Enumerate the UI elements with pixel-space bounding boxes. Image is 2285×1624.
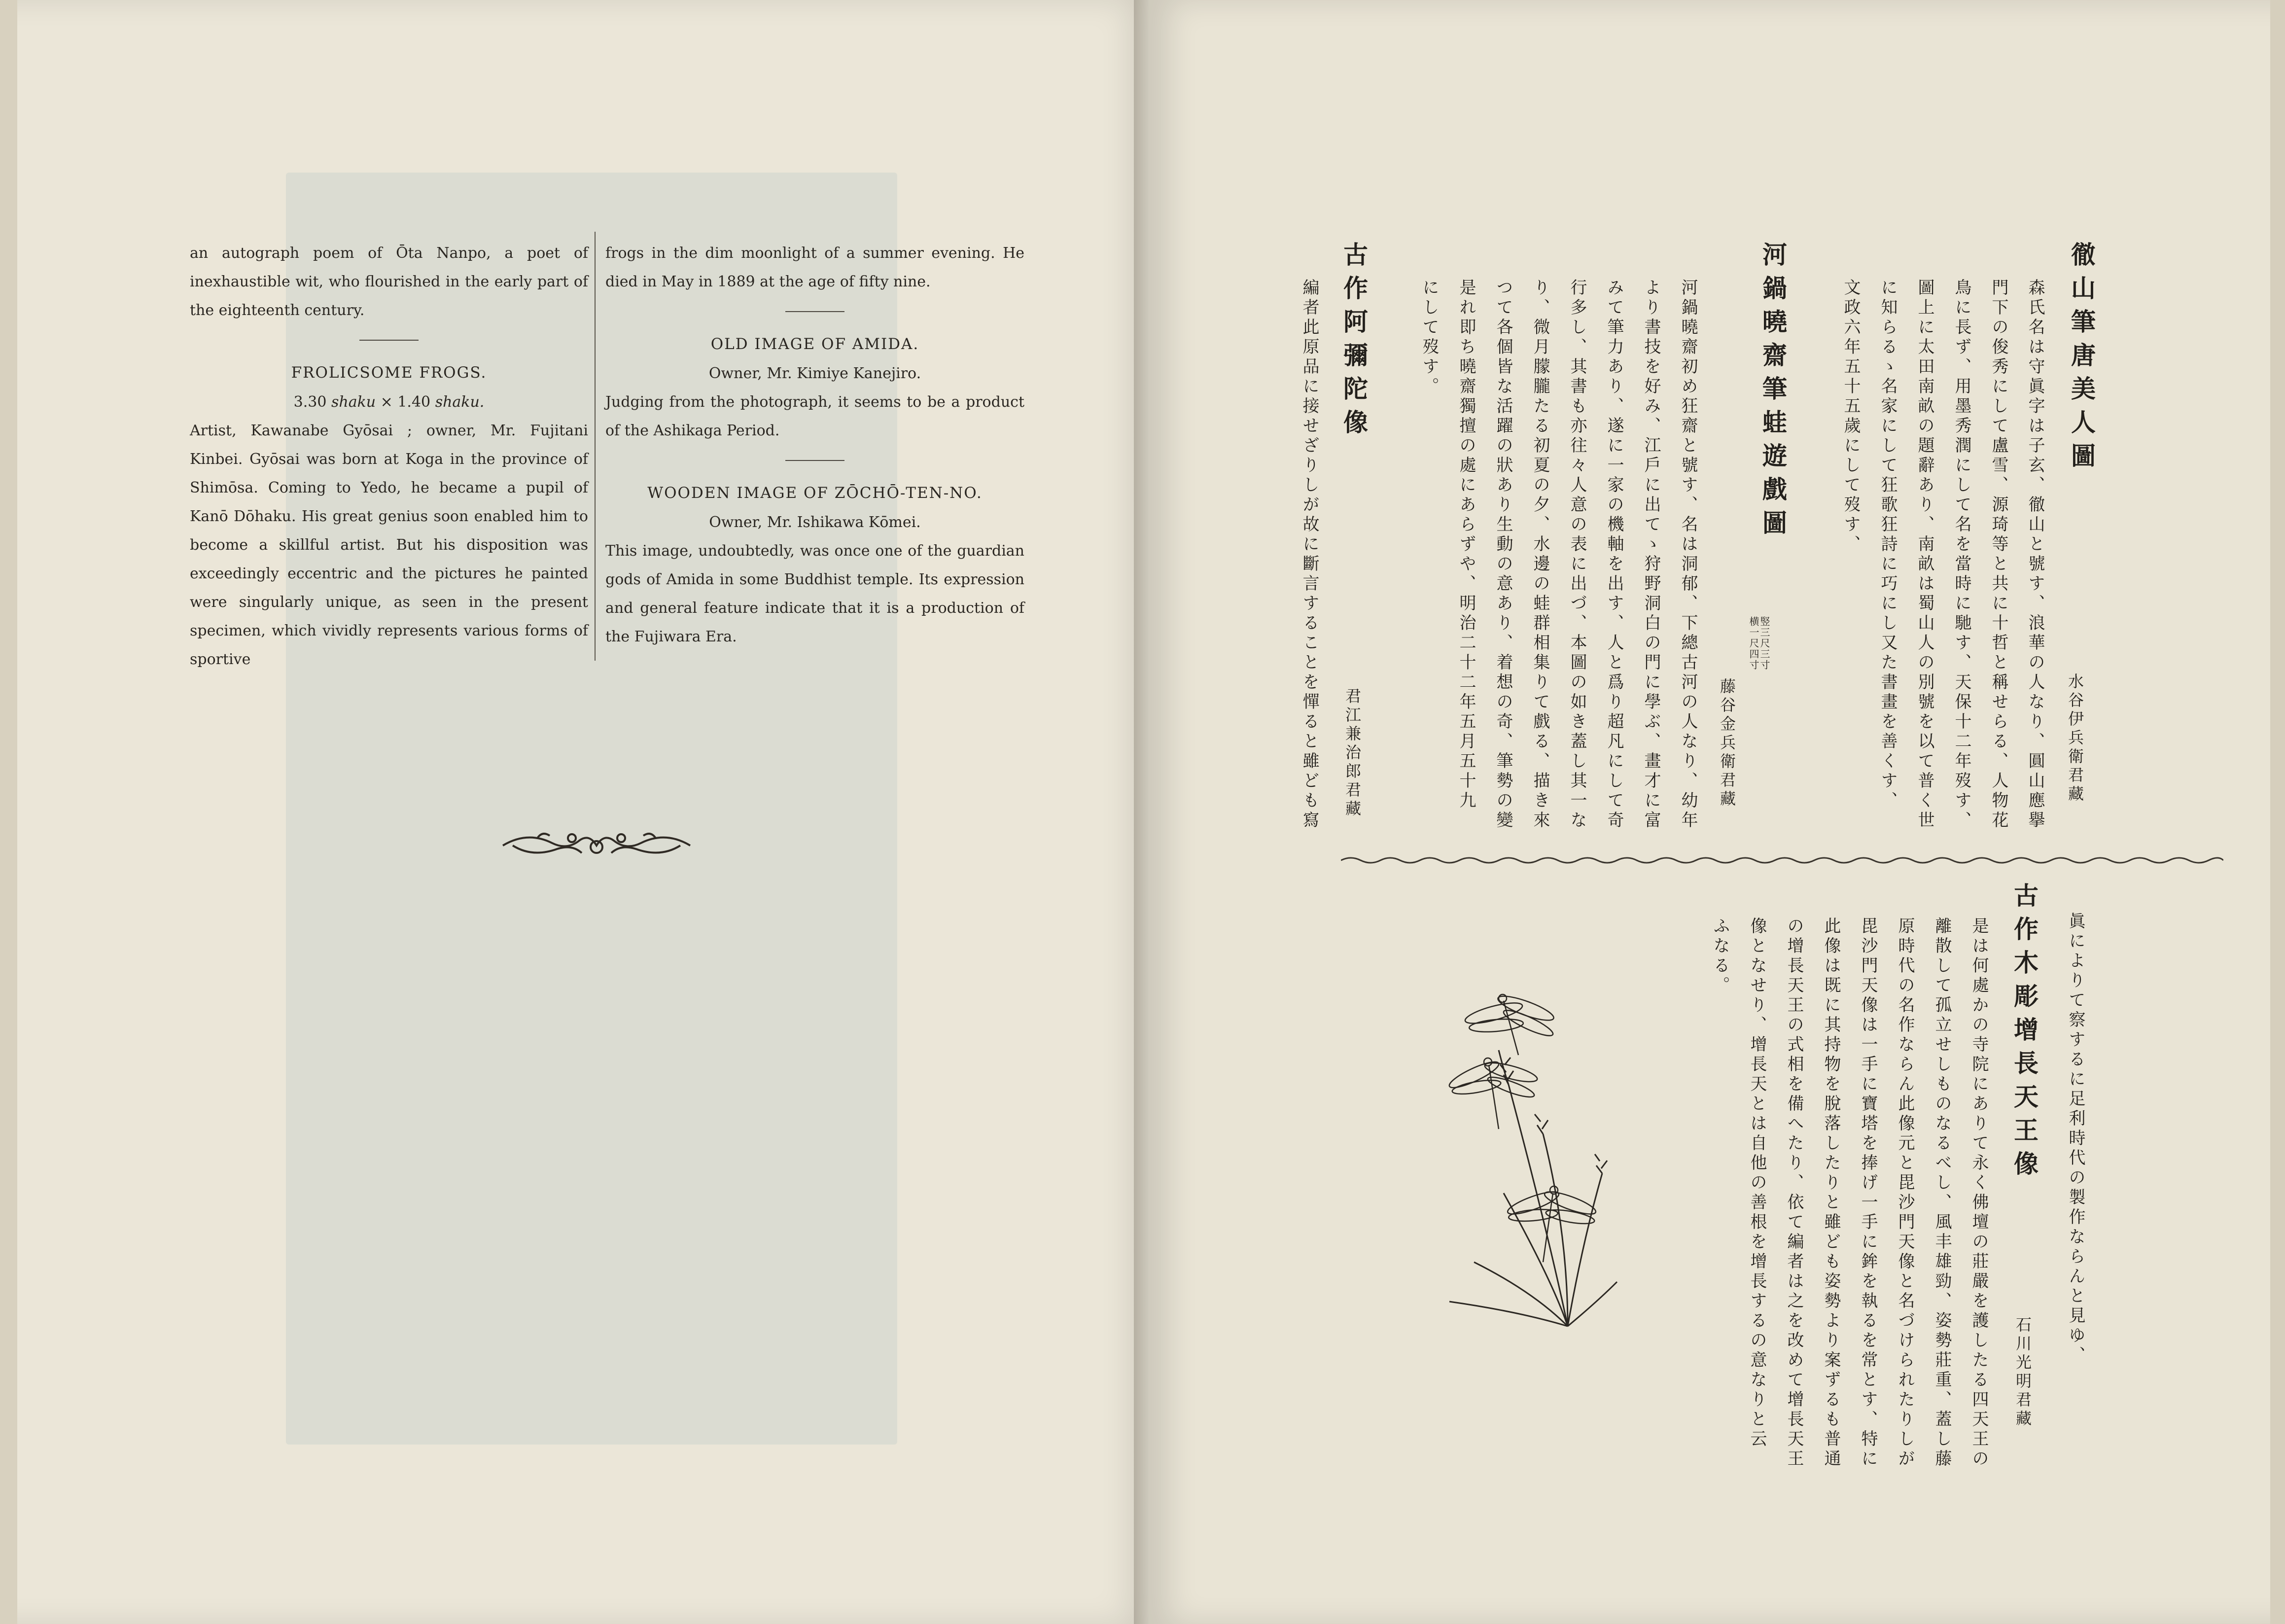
- s4-line: 此像は既に其持物を脫落したりと雖ども姿勢より案ずるも普通: [1821, 917, 1841, 1469]
- s4-line: 離散して孤立せしものなるべし、風丰雄勁、姿勢莊重、蓋し藤: [1932, 917, 1952, 1469]
- column-divider: [595, 232, 596, 661]
- s2-title: 河鍋曉齋筆蛙遊戲圖: [1758, 242, 1787, 543]
- frogs-continued: frogs in the dim moonlight of a summer evening. He died in May in 1889 at the age of fifty nine.: [605, 245, 1024, 290]
- s2-line: つて各個皆な活躍の狀あり生動の意あり、着想の奇、筆勢の變: [1493, 279, 1513, 831]
- page-edge: [2270, 0, 2285, 1624]
- s2-owner: 藤谷金兵衛君藏: [1718, 678, 1736, 809]
- frogs-body: Artist, Kawanabe Gyōsai ; owner, Mr. Fujitani Kinbei. Gyōsai was born at Koga in the province of Shimōsa. Coming to Yedo, he became a pupil of Kanō Dōhaku. His great genius soon enabled him to become a skillful artist. But his disposition was exceedingly eccentric and the pictures he painted were singularly unique, as seen in the present specimen, which vividly represents various forms of sportive: [190, 422, 588, 668]
- s4-line: 原時代の名作ならん此像元と毘沙門天像と名づけられたりしが: [1895, 917, 1915, 1469]
- zocho-owner: Owner, Mr. Ishikawa Kōmei.: [709, 514, 921, 531]
- s2-line: 行多し、其書も亦往々人意の表に出づ、本圖の如き蓋し其一な: [1567, 279, 1587, 831]
- section-rule: [785, 311, 844, 312]
- amida-body: Judging from the photograph, it seems to be a product of the Ashikaga Period.: [605, 393, 1024, 439]
- zocho-heading: WOODEN IMAGE OF ZŌCHŌ-TEN-NO.: [647, 484, 983, 502]
- ornament-flourish: [498, 823, 695, 868]
- amida-owner: Owner, Mr. Kimiye Kanejiro.: [708, 365, 921, 382]
- s4-line: 是は何處かの寺院にありて永く佛壇の莊嚴を護したる四天王の: [1969, 917, 1989, 1469]
- page-edge: [0, 0, 17, 1624]
- s2-line: り、微月朦朧たる初夏の夕、水邊の蛙群相集りて戲る、描き來: [1530, 279, 1550, 831]
- s3-owner: 君江兼治郎君藏: [1343, 688, 1362, 819]
- s1-line: 門下の俊秀にして盧雪、源琦等と共に十哲と稱せらる、人物花: [1989, 279, 2008, 831]
- s4-line: 毘沙門天像は一手に寶塔を捧げ一手に鉾を執るを常とす、特に: [1858, 917, 1878, 1469]
- s1-line: 圖上に太田南畝の題辭あり、南畝は蜀山人の別號を以て普く世: [1915, 279, 1934, 831]
- s4-line: ふなる。: [1710, 917, 1730, 996]
- s2-line: より書技を好み、江戶に出てゝ狩野洞白の門に學ぶ、畫才に富: [1641, 279, 1661, 831]
- section-rule: [359, 340, 419, 341]
- frogs-size-unit: shaku: [331, 393, 376, 411]
- s1-line: 文政六年五十五歲にして歿す、: [1841, 279, 1861, 555]
- s3-line: 編者此原品に接せざりしが故に斷言することを憚ると雖ども寫: [1300, 279, 1319, 831]
- english-column-right: [605, 239, 1024, 651]
- s1-title: 徹山筆唐美人圖: [2067, 242, 2096, 476]
- section-rule: [785, 460, 844, 461]
- s1-owner: 水谷伊兵衛君藏: [2066, 673, 2084, 804]
- s3-title: 古作阿彌陀像: [1339, 242, 1368, 443]
- frogs-size-unit-2: shaku.: [435, 393, 485, 411]
- frogs-dimensions: [190, 388, 588, 417]
- s4-line: の增長天王の式相を備へたり、依て編者は之を改めて增長天王: [1784, 917, 1804, 1469]
- s2-line: 河鍋曉齋初め狂齋と號す、名は洞郁、下總古河の人なり、幼年: [1678, 279, 1698, 831]
- frogs-size-number: 3.30: [293, 393, 327, 411]
- s4-title: 古作木彫增長天王像: [2010, 883, 2039, 1184]
- intro-paragraph: an autograph poem of Ōta Nanpo, a poet of inexhaustible wit, who flourished in the early part of the eighteenth century.: [190, 245, 588, 319]
- frogs-heading: FROLICSOME FROGS.: [291, 364, 487, 382]
- amida-heading: OLD IMAGE OF AMIDA.: [710, 335, 919, 353]
- frogs-size-width: × 1.40: [380, 393, 431, 411]
- s1-line: 鳥に長ず、用墨秀潤にして名を當時に馳す、天保十二年歿す、: [1952, 279, 1971, 831]
- s2-line: 是れ即ち曉齋獨擅の處にあらずや、明治二十二年五月五十九: [1456, 279, 1476, 811]
- dragonfly-illustration: [1420, 986, 1627, 1331]
- s4-line: 像となせり、增長天とは自他の善根を增長するの意なりと云: [1747, 917, 1767, 1449]
- s2-dims-width: 横一尺四寸: [1748, 616, 1759, 671]
- section-divider: [1341, 853, 2223, 868]
- s2-line: にして歿す。: [1419, 279, 1439, 397]
- s4-owner: 石川光明君藏: [2013, 1316, 2032, 1429]
- s4-line: 眞によりて察するに足利時代の製作ならんと見ゆ、: [2066, 912, 2085, 1366]
- s2-line: みて筆力あり、遂に一家の機軸を出す、人と爲り超凡にして奇: [1604, 279, 1624, 831]
- s1-line: に知らるゝ名家にして狂歌狂詩に巧にし又た書畫を善くす、: [1878, 279, 1898, 811]
- s1-line: 森氏名は守眞字は子玄、徹山と號す、浪華の人なり、圓山應擧: [2025, 279, 2045, 831]
- s2-dims-height: 竪三尺三寸: [1758, 616, 1770, 671]
- zocho-body: This image, undoubtedly, was once one of the guardian gods of Amida in some Buddhist temple. Its expression and general feature indicate that it is a production of the Fujiwara Era.: [605, 542, 1024, 645]
- english-column-left: [190, 239, 588, 674]
